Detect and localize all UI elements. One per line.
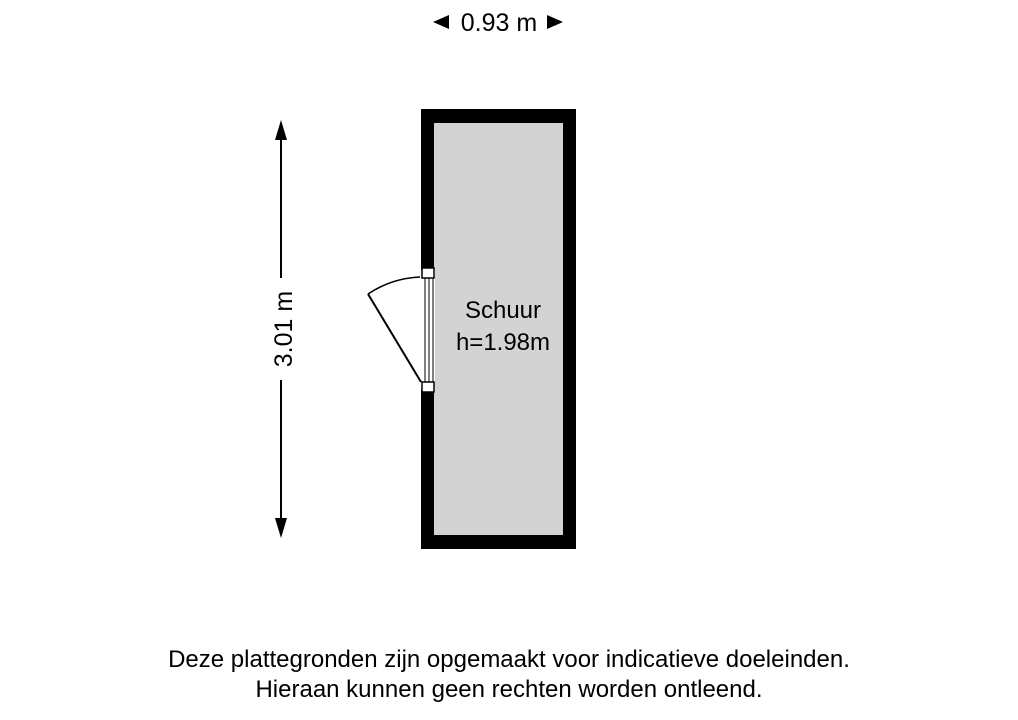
width-arrow-right-icon bbox=[547, 15, 563, 29]
disclaimer-line-1: Deze plattegronden zijn opgemaakt voor indicatieve doeleinden. bbox=[168, 646, 850, 673]
height-dimension bbox=[270, 120, 298, 538]
width-arrow-left-icon bbox=[433, 15, 449, 29]
height-arrow-down-icon bbox=[275, 518, 287, 538]
width-dimension-label: 0.93 m bbox=[460, 9, 538, 37]
height-arrow-up-icon bbox=[275, 120, 287, 140]
room-name-label: Schuur bbox=[464, 297, 542, 324]
room-height-label: h=1.98m bbox=[455, 329, 551, 356]
door-leaf bbox=[368, 294, 421, 382]
room-schuur bbox=[368, 109, 576, 549]
disclaimer bbox=[0, 645, 1018, 705]
width-dimension bbox=[433, 9, 563, 37]
disclaimer-line-2: Hieraan kunnen geen rechten worden ontleend. bbox=[255, 676, 763, 703]
height-dimension-label: 3.01 m bbox=[270, 290, 298, 368]
door-swing-arc bbox=[368, 277, 420, 294]
door-jamb-bottom bbox=[422, 382, 434, 392]
door-jamb-top bbox=[422, 268, 434, 278]
